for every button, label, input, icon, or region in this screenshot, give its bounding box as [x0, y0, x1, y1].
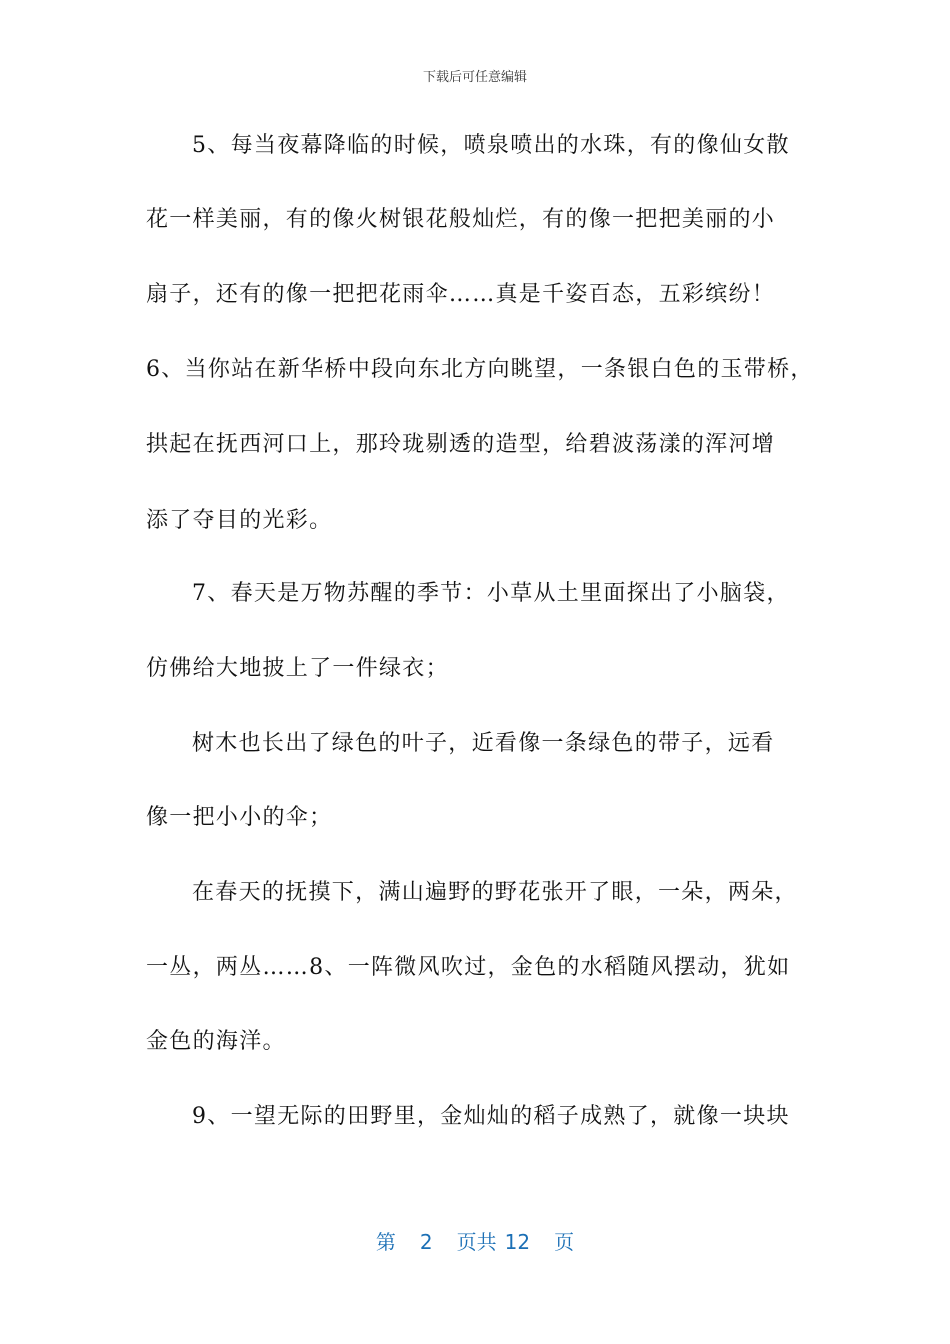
- paragraph-line: 仿佛给大地披上了一件绿衣；: [146, 656, 449, 681]
- paragraph-line: 添了夺目的光彩。: [146, 508, 333, 533]
- paragraph-line: 金色的海洋。: [146, 1029, 286, 1054]
- paragraph-line: 树木也长出了绿色的叶子，近看像一条绿色的带子，远看: [192, 731, 775, 756]
- page-footer: [0, 1226, 950, 1255]
- paragraph-line: 一丛，两丛……8、一阵微风吹过，金色的水稻随风摆动，犹如: [146, 955, 791, 980]
- footer-prefix: 第: [375, 1230, 396, 1254]
- footer-suffix: 页: [554, 1230, 575, 1254]
- paragraph-line: 在春天的抚摸下，满山遍野的野花张开了眼，一朵，两朵，: [192, 880, 798, 905]
- paragraph-line: 5、每当夜幕降临的时候，喷泉喷出的水珠，有的像仙女散: [192, 133, 790, 158]
- total-pages-number: 12: [504, 1230, 531, 1254]
- paragraph-line: 6、当你站在新华桥中段向东北方向眺望，一条银白色的玉带桥，: [146, 357, 814, 382]
- paragraph-line: 7、春天是万物苏醒的季节：小草从土里面探出了小脑袋，: [192, 581, 790, 606]
- current-page-number: 2: [419, 1230, 433, 1254]
- paragraph-line: 像一把小小的伞；: [146, 805, 333, 830]
- page-header: 下载后可任意编辑: [422, 70, 527, 85]
- paragraph-line: 9、一望无际的田野里，金灿灿的稻子成熟了，就像一块块: [192, 1104, 790, 1129]
- paragraph-line: 花一样美丽，有的像火树银花般灿烂，有的像一把把美丽的小: [146, 207, 776, 232]
- paragraph-line: 拱起在抚西河口上，那玲珑剔透的造型，给碧波荡漾的浑河增: [146, 432, 776, 457]
- footer-middle: 页共: [456, 1230, 497, 1254]
- paragraph-line: 扇子，还有的像一把把花雨伞……真是千姿百态，五彩缤纷！: [146, 282, 776, 307]
